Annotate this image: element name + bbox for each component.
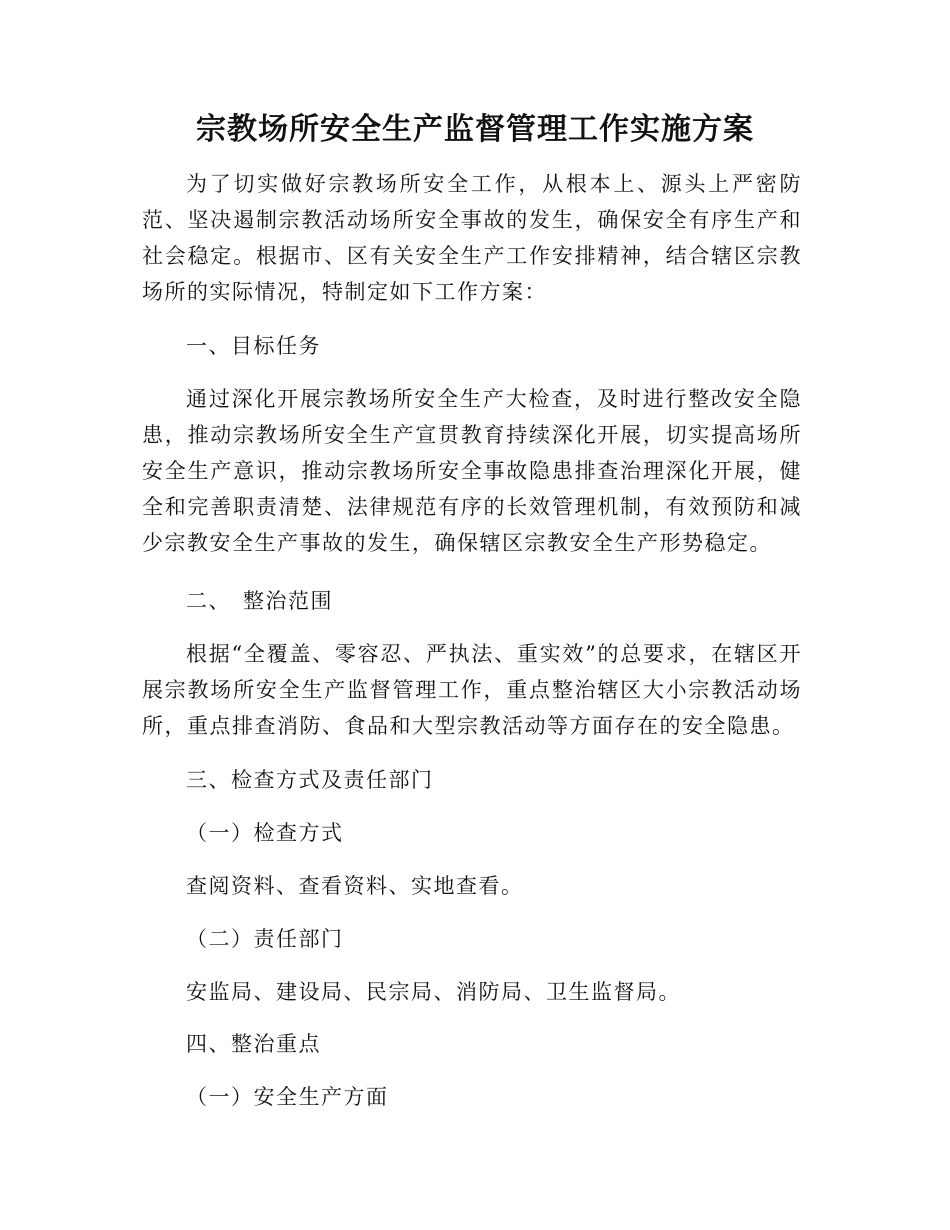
subsection-heading-safety: （一）安全生产方面: [186, 1085, 389, 1109]
section-heading-focus: 四、整治重点: [186, 1032, 321, 1056]
subsection-heading-method: （一）检查方式: [186, 821, 344, 845]
subsection-heading-departments: （二）责任部门: [186, 927, 344, 951]
intro-paragraph: 为了切实做好宗教场所安全工作，从根本上、源头上严密防范、坚决遏制宗教活动场所安全事故的发生，确保安全有序生产和社会稳定。根据市、区有关安全生产工作安排精神，结合辖区宗教场所的实际情况，特制定如下工作方案：: [142, 172, 802, 304]
section-body-scope: 根据“全覆盖、零容忍、严执法、重实效”的总要求，在辖区开展宗教场所安全生产监督管理工作，重点整治辖区大小宗教活动场所，重点排查消防、食品和大型宗教活动等方面存在的安全隐患。: [142, 642, 802, 738]
section-heading-goals: 一、目标任务: [186, 334, 321, 358]
document-title: 宗教场所安全生产监督管理工作实施方案: [196, 112, 754, 147]
section-heading-inspection: 三、检查方式及责任部门: [186, 768, 434, 792]
subsection-body-departments: 安监局、建设局、民宗局、消防局、卫生监督局。: [186, 980, 681, 1004]
subsection-body-method: 查阅资料、查看资料、实地查看。: [186, 874, 524, 898]
section-body-goals: 通过深化开展宗教场所安全生产大检查，及时进行整改安全隐患，推动宗教场所安全生产宣贯教育持续深化开展，切实提高场所安全生产意识，推动宗教场所安全事故隐患排查治理深化开展，健全和完善职责清楚、法律规范有序的长效管理机制，有效预防和减少宗教安全生产事故的发生，确保辖区宗教安全生产形势稳定。: [142, 387, 802, 555]
section-heading-scope: 二、 整治范围: [186, 589, 333, 613]
